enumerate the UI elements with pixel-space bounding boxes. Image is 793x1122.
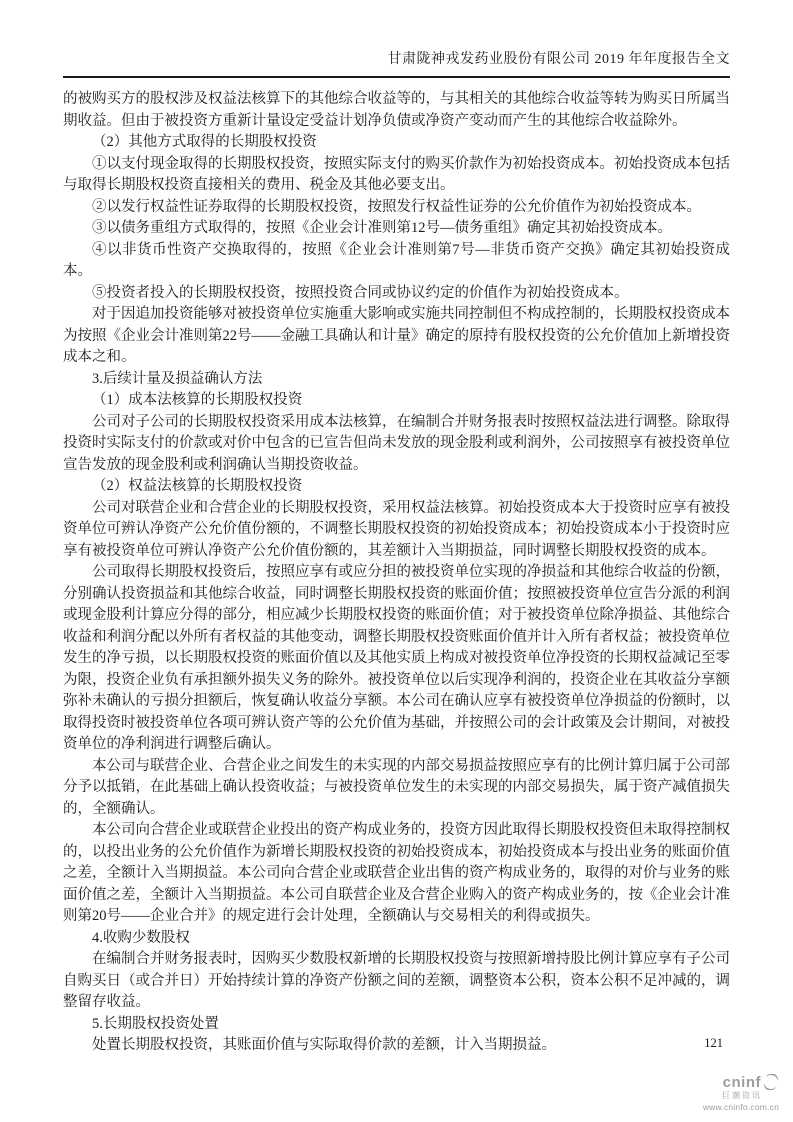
cninfo-swirl-icon <box>763 1074 779 1090</box>
header-title: 甘肃陇神戎发药业股份有限公司 2019 年年度报告全文 <box>387 52 730 67</box>
cninfo-site-name: 巨潮资讯 <box>722 1091 762 1100</box>
paragraph: 公司取得长期股权投资后，按照应享有或应分担的被投资单位实现的净损益和其他综合收益的份额，分别确认投资损益和其他综合收益，同时调整长期股权投资的账面价值；按照被投资单位宣告分派的利润或现金股利计算应分得的部分，相应减少长期股权投资的账面价值；对于被投资单位除净损益、其他综合收益和利润分配以外所有者权益的其他变动，调整长期股权投资账面价值并计入所有者权益；被投资单位发生的净亏损，以长期股权投资的账面价值以及其他实质上构成对被投资单位净投资的长期权益减记至零为限，投资企业负有承担额外损失义务的除外。被投资单位以后实现净利润的，投资企业在其收益分享额弥补未确认的亏损分担额后，恢复确认收益分享额。本公司在确认应享有被投资单位净损益的份额时，以取得投资时被投资单位各项可辨认资产等的公允价值为基础，并按照公司的会计政策及会计期间，对被投资单位的净利润进行调整后确认。 <box>63 564 730 752</box>
page-number: 121 <box>704 1036 723 1050</box>
paragraph: 处置长期股权投资，其账面价值与实际取得价款的差额，计入当期损益。 <box>92 1037 556 1053</box>
document-body <box>63 89 730 1057</box>
paragraph: 4.收购少数股权 <box>92 929 190 946</box>
cninfo-logo <box>669 1074 779 1112</box>
paragraph: 公司对联营企业和合营企业的长期股权投资，采用权益法核算。初始投资成本大于投资时应享有被投资单位可辨认净资产公允价值份额的，不调整长期股权投资的初始投资成本；初始投资成本小于投资时应享有被投资单位可辨认净资产公允价值份额的，其差额计入当期损益，同时调整长期股权投资的成本。 <box>63 499 730 559</box>
paragraph: 5.长期股权投资处置 <box>92 1015 219 1032</box>
paragraph: （2）其他方式取得的长期股权投资 <box>92 134 317 150</box>
page-header <box>63 50 730 78</box>
paragraph: ④以非货币性资产交换取得的，按照《企业会计准则第7号—非货币资产交换》确定其初始投资成本。 <box>63 241 730 279</box>
paragraph: ⑤投资者投入的长期股权投资，按照投资合同或协议约定的价值作为初始投资成本。 <box>92 284 629 301</box>
paragraph: ③以债务重组方式取得的，按照《企业会计准则第12号—债务重组》确定其初始投资成本。 <box>92 220 672 236</box>
cninfo-site-url: www.cninfo.com.cn <box>702 1102 779 1112</box>
paragraph: ②以发行权益性证券取得的长期股权投资，按照发行权益性证券的公允价值作为初始投资成本。 <box>92 198 701 215</box>
cninfo-logo-top <box>669 1074 779 1090</box>
paragraph: 3.后续计量及损益确认方法 <box>92 370 263 387</box>
paragraph: 对于因追加投资能够对被投资单位实施重大影响或实施共同控制但不构成控制的，长期股权投资成本为按照《企业会计准则第22号——金融工具确认和计量》确定的原持有股权投资的公允价值加上新增投资成本之和。 <box>63 306 730 365</box>
paragraph: ①以支付现金取得的长期股权投资，按照实际支付的购买价款作为初始投资成本。初始投资成本包括与取得长期股权投资直接相关的费用、税金及其他必要支出。 <box>63 155 730 193</box>
paragraph: （2）权益法核算的长期股权投资 <box>92 478 303 494</box>
paragraph: 本公司与联营企业、合营企业之间发生的未实现的内部交易损益按照应享有的比例计算归属于公司部分予以抵销，在此基础上确认投资收益；与被投资单位发生的未实现的内部交易损失，属于资产减值损失的，全额确认。 <box>63 757 730 817</box>
paragraph: 公司对子公司的长期股权投资采用成本法核算，在编制合并财务报表时按照权益法进行调整。除取得投资时实际支付的价款或对价中包含的已宣告但尚未发放的现金股利或利润外，公司按照享有被投资单位宣告发放的现金股利或利润确认当期投资收益。 <box>63 413 730 473</box>
paragraph: 在编制合并财务报表时，因购买少数股权新增的长期股权投资与按照新增持股比例计算应享有子公司自购买日（或合并日）开始持续计算的净资产份额之间的差额，调整资本公积，资本公积不足冲减的，调整留存收益。 <box>63 951 730 1010</box>
paragraph: 的被购买方的股权涉及权益法核算下的其他综合收益等的，与其相关的其他综合收益等转为购买日所属当期收益。但由于被投资方重新计量设定受益计划净负债或净资产变动而产生的其他综合收益除外。 <box>63 91 730 129</box>
paragraph: （1）成本法核算的长期股权投资 <box>92 392 303 408</box>
cninfo-brand-text: cninf <box>722 1073 761 1091</box>
paragraph: 本公司向合营企业或联营企业投出的资产构成业务的，投资方因此取得长期股权投资但未取得控制权的，以投出业务的公允价值作为新增长期股权投资的初始投资成本，初始投资成本与投出业务的账面价值之差，全额计入当期损益。本公司向合营企业或联营企业出售的资产构成业务的，取得的对价与业务的账面价值之差，全额计入当期损益。本公司自联营企业及合营企业购入的资产构成业务的，按《企业会计准则第20号——企业合并》的规定进行会计处理，全额确认与交易相关的利得或损失。 <box>63 822 730 924</box>
